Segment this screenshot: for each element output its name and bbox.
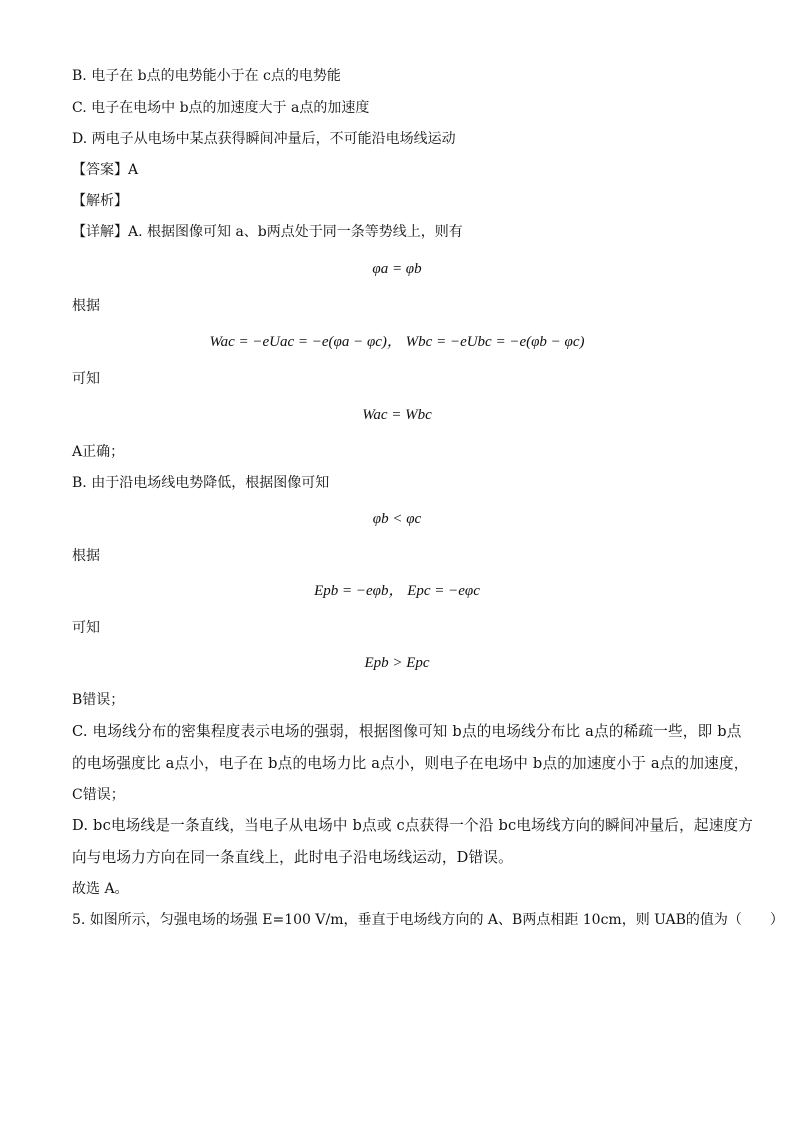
equation-4: φb < φc [372, 511, 422, 527]
d-line-2: 向与电场力方向在同一条直线上，此时电子沿电场线运动，D错误。 [72, 849, 513, 866]
kezhi-2: 可知 [72, 620, 100, 636]
equation-1: φa = φb [372, 261, 422, 277]
detail-a: 【详解】A. 根据图像可知 a、b两点处于同一条等势线上，则有 [72, 224, 463, 240]
equation-3: Wac = Wbc [362, 407, 432, 423]
conclusion: 故选 A。 [72, 881, 129, 897]
answer-line: 【答案】A [72, 162, 139, 178]
equation-5: Epb = −eφb， Epc = −eφc [314, 583, 480, 599]
kezhi-1: 可知 [72, 371, 100, 387]
equation-2: Wac = −eUac = −e(φa − φc)， Wbc = −eUbc = −e(φb − φc) [209, 334, 585, 350]
equation-6: Epb > Epc [364, 655, 430, 671]
a-correct: A正确； [72, 444, 125, 460]
analysis-title: 【解析】 [72, 193, 128, 209]
question-5: 5. 如图所示，匀强电场的场强 E=100 V/m，垂直于电场线方向的 A、B两点相距 10cm，则 UAB的值为（ ） [72, 912, 784, 928]
b-wrong: B错误； [72, 692, 125, 708]
option-d: D. 两电子从电场中某点获得瞬间冲量后，不可能沿电场线运动 [72, 131, 456, 147]
c-line-2: 的电场强度比 a点小，电子在 b点的电场力比 a点小，则电子在电场中 b点的加速度小于 a点的加速度， [72, 755, 749, 772]
genju-1: 根据 [72, 298, 100, 314]
genju-2: 根据 [72, 548, 100, 564]
d-line-1: D. bc电场线是一条直线，当电子从电场中 b点或 c点获得一个沿 bc电场线方向的瞬间冲量后，起速度方 [72, 817, 754, 834]
option-c: C. 电子在电场中 b点的加速度大于 a点的加速度 [72, 100, 370, 116]
b-line: B. 由于沿电场线电势降低，根据图像可知 [72, 475, 330, 491]
c-line-1: C. 电场线分布的密集程度表示电场的强弱，根据图像可知 b点的电场线分布比 a点的稀疏一些，即 b点 [72, 723, 742, 740]
c-wrong: C错误； [72, 787, 125, 803]
option-b: B. 电子在 b点的电势能小于在 c点的电势能 [72, 68, 341, 84]
